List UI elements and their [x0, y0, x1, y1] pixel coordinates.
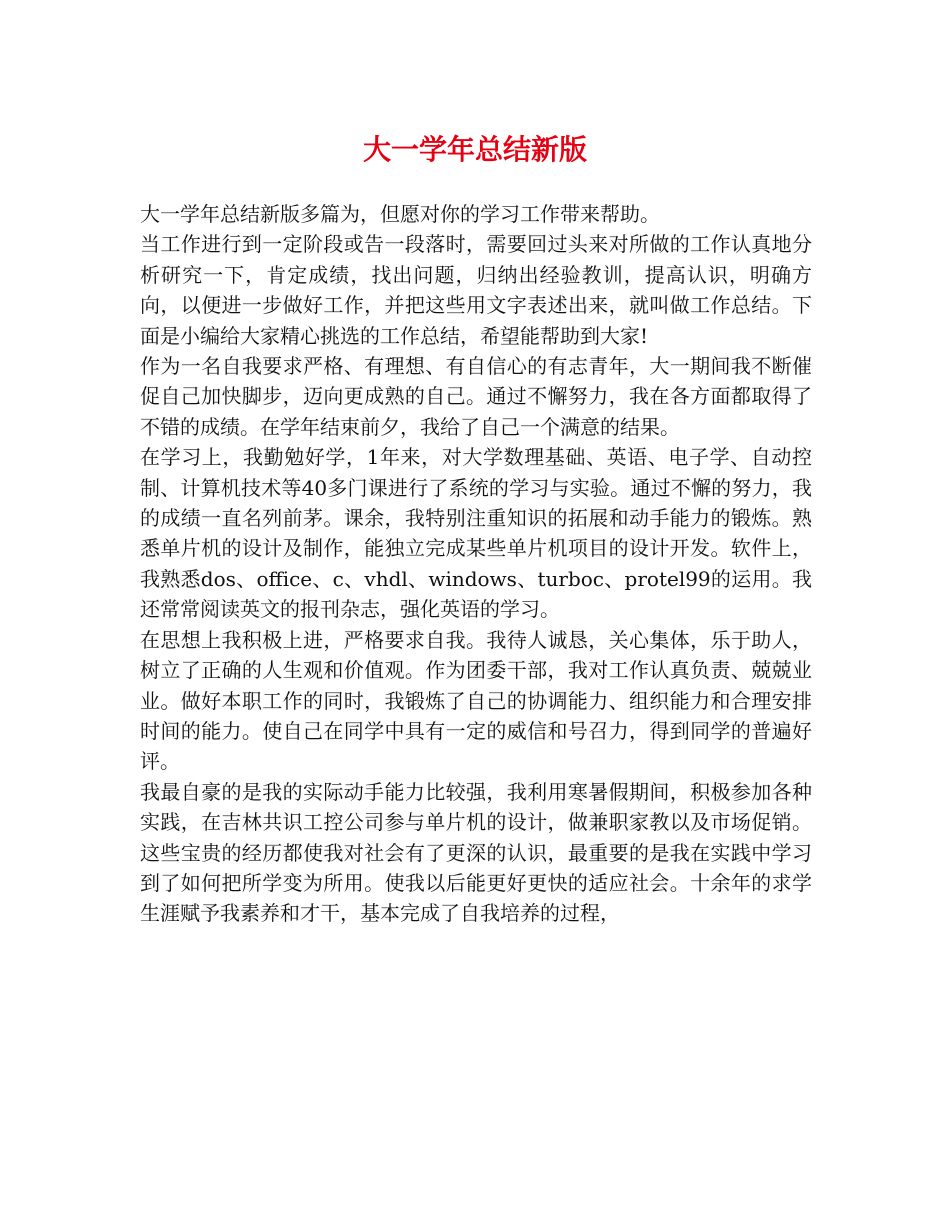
document-title: 大一学年总结新版	[362, 133, 587, 166]
paragraph-practice: 我最自豪的是我的实际动手能力比较强，我利用寒暑假期间，积极参加各种实践，在吉林共识工控公司参与单片机的设计，做兼职家教以及市场促销。这些宝贵的经历都使我对社会有了更深的认识，最重要的是我在实践中学习到了如何把所学变为所用。使我以后能更好更快的适应社会。十余年的求学生涯赋予我素养和才干，基本完成了自我培养的过程，	[140, 779, 812, 926]
paragraph-intro: 大一学年总结新版多篇为，但愿对你的学习工作带来帮助。	[140, 202, 660, 226]
paragraph-summary-definition: 当工作进行到一定阶段或告一段落时，需要回过头来对所做的工作认真地分析研究一下，肯定成绩，找出问题，归纳出经验教训，提高认识，明确方向，以便进一步做好工作，并把这些用文字表述出来，就叫做工作总结。下面是小编给大家精心挑选的工作总结，希望能帮助到大家!	[140, 232, 812, 348]
paragraph-study: 在学习上，我勤勉好学，1年来，对大学数理基础、英语、电子学、自动控制、计算机技术等40多门课进行了系统的学习与实验。通过不懈的努力，我的成绩一直名列前茅。课余，我特别注重知识的拓展和动手能力的锻炼。熟悉单片机的设计及制作，能独立完成某些单片机项目的设计开发。软件上，我熟悉dos、office、c、vhdl、windows、turboc、protel99的运用。我还常常阅读英文的报刊杂志，强化英语的学习。	[140, 445, 812, 622]
paragraph-thought: 在思想上我积极上进，严格要求自我。我待人诚恳，关心集体，乐于助人，树立了正确的人生观和价值观。作为团委干部，我对工作认真负责、兢兢业业。做好本职工作的同时，我锻炼了自己的协调能力、组织能力和合理安排时间的能力。使自己在同学中具有一定的威信和号召力，得到同学的普遍好评。	[140, 627, 812, 774]
document-body	[140, 199, 812, 929]
paragraph-self-requirement: 作为一名自我要求严格、有理想、有自信心的有志青年，大一期间我不断催促自己加快脚步，迈向更成熟的自己。通过不懈努力，我在各方面都取得了不错的成绩。在学年结束前夕，我给了自己一个满意的结果。	[140, 354, 812, 439]
